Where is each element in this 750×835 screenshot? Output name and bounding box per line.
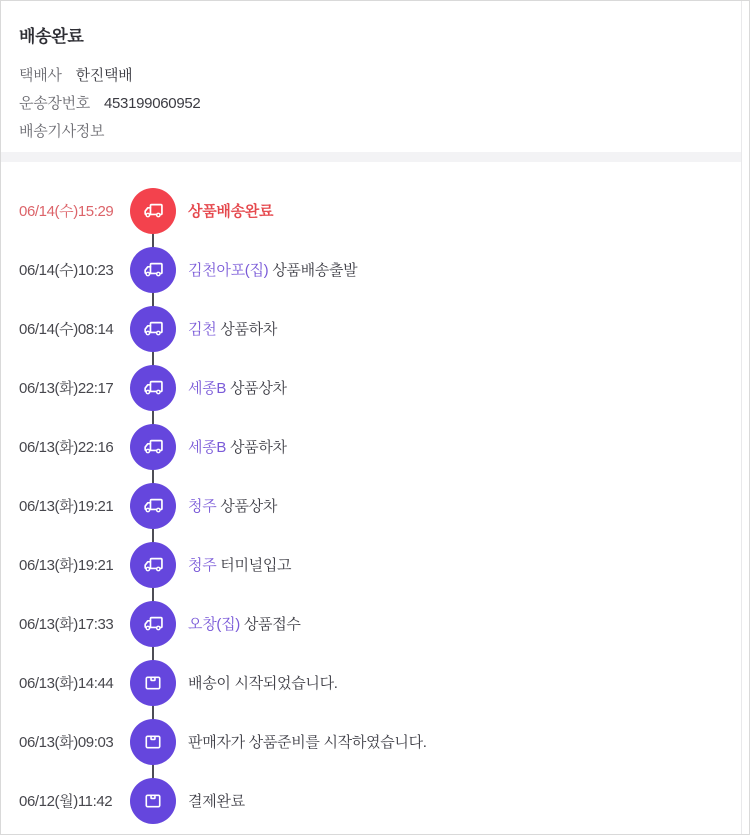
event-status-text: 상품상차 <box>220 498 278 515</box>
event-icon-circle <box>130 188 176 234</box>
truck-icon <box>140 256 167 283</box>
truck-icon <box>140 492 167 519</box>
timeline-event-row <box>1 417 741 476</box>
timeline-node <box>123 365 183 411</box>
timeline-event-row <box>1 299 741 358</box>
event-icon-circle <box>130 483 176 529</box>
timeline-event-row <box>1 476 741 535</box>
event-location: 청주 <box>188 557 221 574</box>
truck-icon <box>140 551 167 578</box>
event-location: 김천 <box>188 321 221 338</box>
event-datetime: 06/13(화)09:03 <box>19 734 114 751</box>
event-status <box>188 377 287 398</box>
event-status-text: 상품배송완료 <box>188 203 274 220</box>
driver-info-row <box>19 118 741 146</box>
event-icon-circle <box>130 778 176 824</box>
event-status <box>188 613 301 634</box>
carrier-row <box>19 62 741 90</box>
event-status <box>188 790 245 811</box>
truck-icon <box>140 610 167 637</box>
timeline-event-row <box>1 594 741 653</box>
event-status <box>188 318 277 339</box>
event-location: 세종B <box>188 439 230 456</box>
timeline-node <box>123 247 183 293</box>
event-icon-circle <box>130 660 176 706</box>
event-status <box>188 554 291 575</box>
event-status-text: 상품하차 <box>229 439 287 456</box>
event-status <box>188 731 427 752</box>
timeline-node <box>123 778 183 824</box>
event-datetime: 06/13(화)17:33 <box>19 616 114 633</box>
event-datetime: 06/13(화)22:16 <box>19 439 114 456</box>
timeline <box>1 181 741 830</box>
truck-icon <box>140 315 167 342</box>
event-status <box>188 672 338 693</box>
package-icon <box>140 729 166 755</box>
section-divider <box>1 152 741 162</box>
event-datetime: 06/13(화)19:21 <box>19 498 114 515</box>
timeline-node <box>123 483 183 529</box>
package-icon <box>140 670 166 696</box>
truck-icon <box>140 197 167 224</box>
carrier-label: 택배사 <box>19 67 62 84</box>
event-datetime: 06/13(화)22:17 <box>19 380 114 397</box>
event-location: 김천아포(집) <box>188 262 273 279</box>
event-status-text: 배송이 시작되었습니다. <box>188 675 338 692</box>
event-status <box>188 200 273 221</box>
event-icon-circle <box>130 601 176 647</box>
event-location: 오창(집) <box>188 616 244 633</box>
timeline-node <box>123 188 183 234</box>
event-location: 세종B <box>188 380 230 397</box>
event-status-text: 상품상차 <box>229 380 287 397</box>
card-right-border <box>741 1 742 834</box>
event-status <box>188 436 287 457</box>
event-datetime: 06/13(화)14:44 <box>19 675 114 692</box>
timeline-node <box>123 424 183 470</box>
carrier-name: 한진택배 <box>75 67 133 84</box>
event-icon-circle <box>130 247 176 293</box>
timeline-event-row <box>1 712 741 771</box>
event-icon-circle <box>130 719 176 765</box>
event-status-text: 판매자가 상품준비를 시작하였습니다. <box>188 734 427 751</box>
tracking-number-label: 운송장번호 <box>19 95 90 112</box>
event-icon-circle <box>130 306 176 352</box>
timeline-event-row <box>1 181 741 240</box>
timeline-event-row <box>1 535 741 594</box>
event-datetime: 06/13(화)19:21 <box>19 557 114 574</box>
timeline-node <box>123 719 183 765</box>
event-datetime: 06/14(수)15:29 <box>19 203 114 220</box>
driver-info-label: 배송기사정보 <box>19 123 105 140</box>
event-status-text: 상품하차 <box>220 321 278 338</box>
timeline-node <box>123 601 183 647</box>
timeline-event-row <box>1 240 741 299</box>
event-status <box>188 259 357 280</box>
event-datetime: 06/12(월)11:42 <box>19 793 113 810</box>
page-title: 배송완료 <box>19 27 84 46</box>
package-icon <box>140 788 166 814</box>
event-icon-circle <box>130 542 176 588</box>
tracking-number-value: 453199060952 <box>103 95 201 112</box>
event-location: 청주 <box>188 498 221 515</box>
event-icon-circle <box>130 365 176 411</box>
event-datetime: 06/14(수)08:14 <box>19 321 114 338</box>
timeline-event-row <box>1 771 741 830</box>
event-status-text: 결제완료 <box>188 793 245 810</box>
event-status <box>188 495 277 516</box>
timeline-node <box>123 306 183 352</box>
truck-icon <box>140 374 167 401</box>
timeline-node <box>123 660 183 706</box>
shipment-header <box>1 1 741 152</box>
event-status-text: 상품배송출발 <box>272 262 358 279</box>
truck-icon <box>140 433 167 460</box>
tracking-number-row <box>19 90 741 118</box>
event-datetime: 06/14(수)10:23 <box>19 262 114 279</box>
event-icon-circle <box>130 424 176 470</box>
timeline-node <box>123 542 183 588</box>
timeline-event-row <box>1 358 741 417</box>
event-status-text: 터미널입고 <box>220 557 292 574</box>
event-status-text: 상품접수 <box>243 616 301 633</box>
timeline-event-row <box>1 653 741 712</box>
